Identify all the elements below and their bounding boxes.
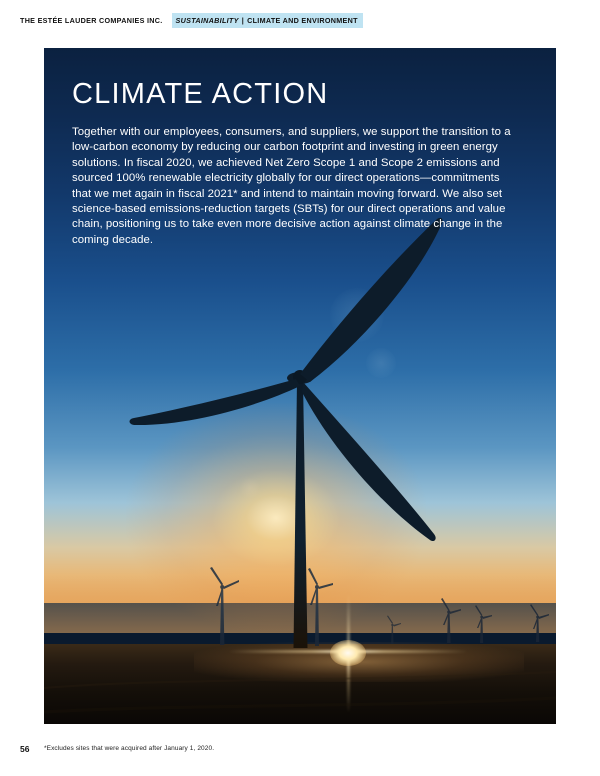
distant-turbine-left-1 <box>210 567 239 645</box>
distant-turbine-right-3 <box>530 604 549 642</box>
footnote-text: *Excludes sites that were acquired after January 1, 2020. <box>44 745 215 752</box>
header-breadcrumb <box>20 13 363 28</box>
header-divider: | <box>241 16 245 25</box>
distant-turbine-left-2 <box>308 568 333 646</box>
page-header <box>0 0 600 28</box>
page-title: CLIMATE ACTION <box>72 78 329 110</box>
body-paragraph: Together with our employees, consumers, and suppliers, we support the transition to a low-carbon economy by reducing our carbon footprint and investing in green energy solutions. In fiscal 2020, we achieved Net Zero Scope 1 and Scope 2 emissions and sourced 100% renewable electricity globally for our direct operations—commitments that we met again in fiscal 2021* and intend to maintain moving forward. We also set science-based emissions-reduction targets (SBTs) for our direct operations and value chain, positioning us to take even more decisive action against climate change in the coming decade. <box>72 126 511 246</box>
header-section-label: CLIMATE AND ENVIRONMENT <box>247 16 358 25</box>
hero-image-panel <box>44 48 556 724</box>
header-company-name: THE ESTÉE LAUDER COMPANIES INC. <box>20 16 163 25</box>
distant-turbine-mid <box>387 616 401 645</box>
hero-text-block <box>72 78 522 248</box>
ground-texture <box>44 672 556 712</box>
main-turbine <box>130 218 443 648</box>
page-number: 56 <box>20 744 30 754</box>
header-report-highlight <box>172 13 363 28</box>
header-report-label: SUSTAINABILITY <box>175 16 239 25</box>
page-footer <box>0 732 600 776</box>
distant-turbine-right-1 <box>441 598 461 643</box>
distant-turbine-right-2 <box>475 605 492 643</box>
